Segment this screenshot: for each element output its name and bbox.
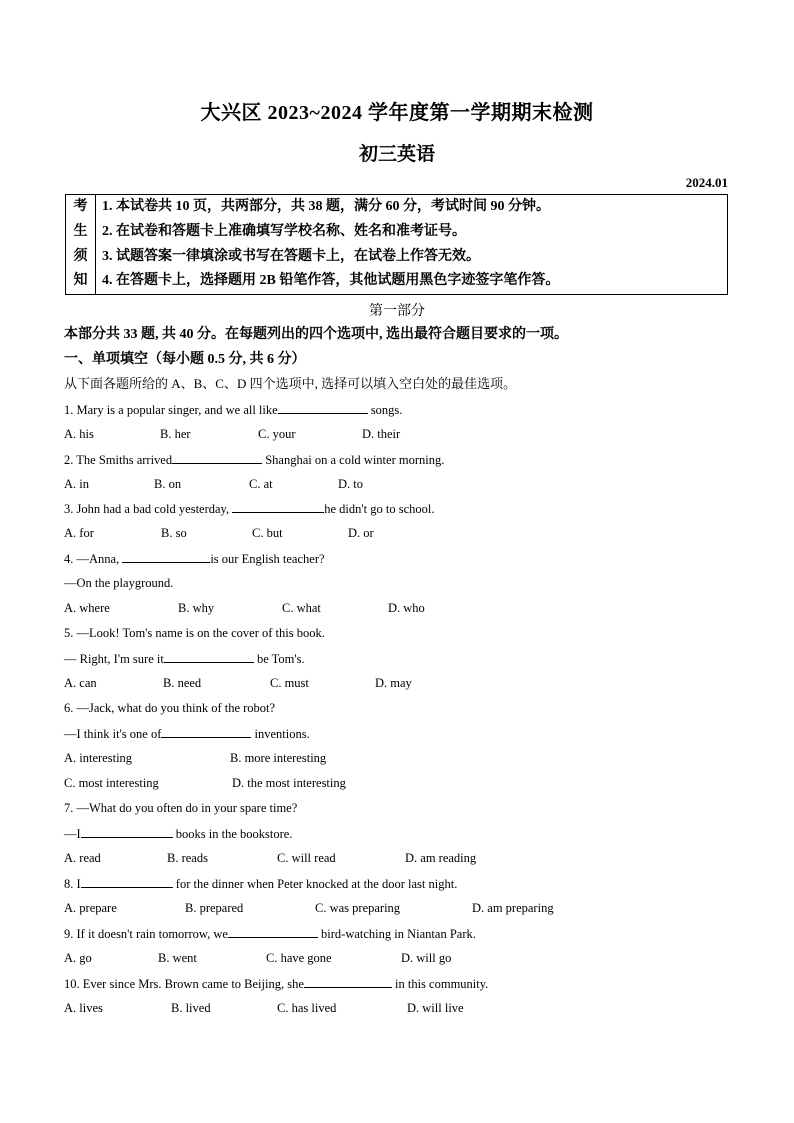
option: A. read xyxy=(64,851,101,865)
part-description: 本部分共 33 题, 共 40 分。在每题列出的四个选项中, 选出最符合题目要求的一项。 xyxy=(64,327,568,342)
question-dialogue-line: —I think it's one of inventions. xyxy=(64,723,310,743)
option: D. may xyxy=(375,676,412,690)
question-stem: 5. —Look! Tom's name is on the cover of this book. xyxy=(64,626,325,640)
option: D. who xyxy=(388,601,425,615)
option: A. can xyxy=(64,676,97,690)
question-stem: 1. Mary is a popular singer, and we all like songs. xyxy=(64,399,402,419)
answer-blank xyxy=(232,498,324,513)
part-title: 第一部分 xyxy=(369,304,425,319)
option: A. in xyxy=(64,477,89,491)
option: B. lived xyxy=(171,1001,211,1015)
question-stem: 4. —Anna, is our English teacher? xyxy=(64,548,325,568)
answer-blank xyxy=(164,648,254,663)
notice-label-char: 生 xyxy=(73,223,88,239)
option: D. to xyxy=(338,477,363,491)
option: B. on xyxy=(154,477,182,491)
answer-blank xyxy=(122,548,210,563)
notice-label-char: 知 xyxy=(73,273,88,289)
notice-label xyxy=(66,195,96,294)
option: A. for xyxy=(64,526,94,540)
question-stem: 10. Ever since Mrs. Brown came to Beijing, she in this community. xyxy=(64,973,488,993)
question-stem: 9. If it doesn't rain tomorrow, we bird-watching in Niantan Park. xyxy=(64,923,476,943)
option: C. must xyxy=(270,676,309,690)
option: A. his xyxy=(64,427,94,441)
notice-item: 1. 本试卷共 10 页，共两部分，共 38 题，满分 60 分，考试时间 90 分钟。 xyxy=(102,199,550,214)
option: A. prepare xyxy=(64,901,117,915)
question-stem: 8. I for the dinner when Peter knocked at the door last night. xyxy=(64,873,457,893)
option: A. lives xyxy=(64,1001,103,1015)
option: A. go xyxy=(64,951,92,965)
notice-items xyxy=(102,195,723,294)
question-dialogue-line: — Right, I'm sure it be Tom's. xyxy=(64,648,305,668)
option: B. her xyxy=(160,427,191,441)
option: B. so xyxy=(161,526,187,540)
option: B. why xyxy=(178,601,215,615)
question-dialogue-line: —I books in the bookstore. xyxy=(64,823,292,843)
option: C. but xyxy=(252,526,283,540)
notice-label-char: 考 xyxy=(73,199,88,214)
notice-item: 2. 在试卷和答题卡上准确填写学校名称、姓名和准考证号。 xyxy=(102,223,466,239)
exam-subject: 初三英语 xyxy=(358,144,435,165)
option: D. am preparing xyxy=(472,901,554,915)
answer-blank xyxy=(81,823,173,838)
option: C. have gone xyxy=(266,951,332,965)
option: C. what xyxy=(282,601,321,615)
notice-item: 3. 试题答案一律填涂或书写在答题卡上，在试卷上作答无效。 xyxy=(102,248,480,264)
option: D. will go xyxy=(401,951,452,965)
option: C. has lived xyxy=(277,1001,337,1015)
option: D. or xyxy=(348,526,374,540)
option: D. their xyxy=(362,427,401,441)
option: B. went xyxy=(158,951,197,965)
answer-blank xyxy=(172,449,262,464)
question-stem: 7. —What do you often do in your spare time? xyxy=(64,801,298,815)
exam-title: 大兴区 2023~2024 学年度第一学期期末检测 xyxy=(200,102,594,124)
option: B. reads xyxy=(167,851,208,865)
question-dialogue-line: —On the playground. xyxy=(64,576,174,590)
option: C. at xyxy=(249,477,273,491)
option: D. will live xyxy=(407,1001,464,1015)
answer-blank xyxy=(81,873,173,888)
option: C. your xyxy=(258,427,296,441)
notice-item: 4. 在答题卡上，选择题用 2B 铅笔作答，其他试题用黑色字迹签字笔作答。 xyxy=(102,273,560,289)
question-stem: 2. The Smiths arrived Shanghai on a cold winter morning. xyxy=(64,449,444,469)
option: C. will read xyxy=(277,851,336,865)
option: D. the most interesting xyxy=(232,776,346,790)
section-instruction: 从下面各题所给的 A、B、C、D 四个选项中, 选择可以填入空白处的最佳选项。 xyxy=(64,376,517,391)
option: B. need xyxy=(163,676,202,690)
answer-blank xyxy=(304,973,392,988)
answer-blank xyxy=(228,923,318,938)
option: A. interesting xyxy=(64,751,133,765)
answer-blank xyxy=(161,723,251,738)
option: C. was preparing xyxy=(315,901,401,915)
option: B. prepared xyxy=(185,901,244,915)
answer-blank xyxy=(278,399,368,414)
option: D. am reading xyxy=(405,851,477,865)
option: C. most interesting xyxy=(64,776,159,790)
option: A. where xyxy=(64,601,110,615)
section-title: 一、单项填空（每小题 0.5 分, 共 6 分） xyxy=(64,352,306,367)
candidate-notice-box xyxy=(65,194,728,295)
question-stem: 3. John had a bad cold yesterday, he didn't go to school. xyxy=(64,498,434,518)
question-stem: 6. —Jack, what do you think of the robot? xyxy=(64,701,276,715)
exam-date: 2024.01 xyxy=(685,175,728,190)
option: B. more interesting xyxy=(230,751,327,765)
notice-label-char: 须 xyxy=(73,248,88,264)
